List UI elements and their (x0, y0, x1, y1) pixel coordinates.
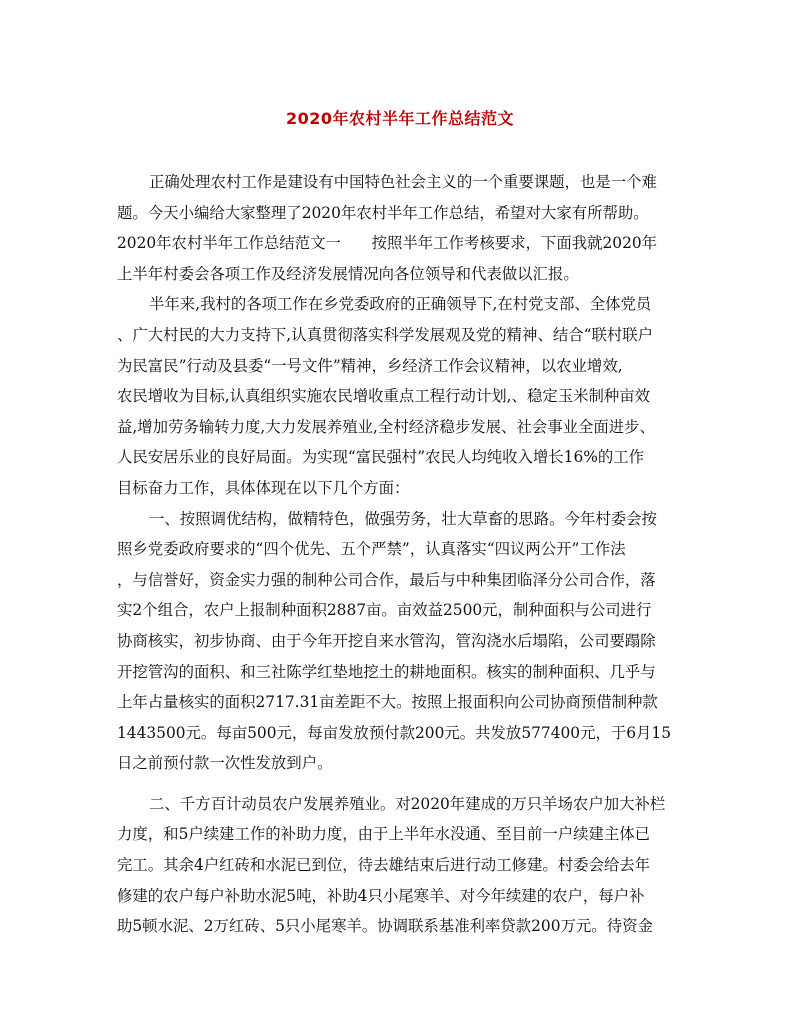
paragraph-2-line-2: 、广大村民的大力支持下,认真贯彻落实科学发展观及党的精神、结合“联村联户 (117, 325, 654, 344)
paragraph-4-line-3: 完工。其余4户红砖和水泥已到位，待去雄结束后进行动工修建。村委会给去年 (117, 856, 651, 875)
paragraph-4-line-1: 二、千方百计动员农户发展养殖业。对2020年建成的万只羊场农户加大补栏 (149, 794, 666, 813)
paragraph-4-line-2: 力度，和5户续建工作的补助力度，由于上半年水没通、至目前一户续建主体已 (117, 825, 651, 844)
paragraph-1-line-3: 2020年农村半年工作总结范文一 按照半年工作考核要求，下面我就2020年 (117, 234, 658, 253)
paragraph-3-line-5: 协商核实，初步协商、由于今年开挖自来水管沟，管沟浇水后塌陷，公司要蹋除 (117, 631, 656, 650)
paragraph-3-line-3: ，与信誉好，资金实力强的制种公司合作，最后与中种集团临泽分公司合作，落 (117, 570, 656, 589)
document-title: 2020年农村半年工作总结范文 (285, 109, 515, 128)
paragraph-3-line-6: 开挖管沟的面积、和三社陈学红垫地挖土的耕地面积。核实的制种面积、几乎与 (117, 662, 656, 681)
paragraph-2-line-5: 益,增加劳务输转力度,大力发展养殖业,全村经济稳步发展、社会事业全面进步、 (117, 417, 655, 436)
paragraph-1-line-1: 正确处理农村工作是建设有中国特色社会主义的一个重要课题，也是一个难 (149, 173, 657, 191)
paragraph-gap (117, 779, 682, 789)
paragraph-3-line-9: 日之前预付款一次性发放到户。 (117, 754, 333, 773)
paragraph-3-line-8: 1443500元。每亩500元，每亩发放预付款200元。共发放577400元，于6月15 (117, 723, 672, 742)
paragraph-4-line-4: 修建的农户每户补助水泥5吨，补助4只小尾寒羊、对今年续建的农户，每户补 (117, 886, 645, 905)
paragraph-3-line-7: 上年占量核实的面积2717.31亩差距不大。按照上报面积向公司协商预借制种款 (117, 693, 658, 712)
paragraph-4-line-5: 助5顿水泥、2万红砖、5只小尾寒羊。协调联系基准利率贷款200万元。待资金 (117, 917, 653, 936)
paragraph-3-line-4: 实2个组合，农户上报制种面积2887亩。亩效益2500元，制种面积与公司进行 (117, 601, 652, 620)
paragraph-1-line-2: 题。今天小编给大家整理了2020年农村半年工作总结，希望对大家有所帮助。 (117, 203, 649, 222)
paragraph-2-line-7: 目标奋力工作，具体体现在以下几个方面： (117, 478, 410, 497)
paragraph-2-line-3: 为民富民”行动及县委“一号文件”精神，乡经济工作会议精神，以农业增效, (117, 356, 623, 375)
paragraph-2-line-6: 人民安居乐业的良好局面。为实现“富民强村”农民人均纯收入增长16%的工作 (117, 448, 645, 467)
paragraph-2-line-1: 半年来,我村的各项工作在乡党委政府的正确领导下,在村党支部、全体党员 (149, 295, 652, 314)
paragraph-3-line-1: 一、按照调优结构，做精特色，做强劳务，壮大草畜的思路。今年村委会按 (149, 509, 657, 528)
paragraph-3-line-2: 照乡党委政府要求的“四个优先、五个严禁”，认真落实“四议两公开”工作法 (117, 540, 626, 559)
paragraph-1-line-4: 上半年村委会各项工作及经济发展情况向各位领导和代表做以汇报。 (117, 264, 579, 283)
document-body (117, 167, 682, 942)
paragraph-2-line-4: 农民增收为目标,认真组织实施农民增收重点工程行动计划,、稳定玉米制种亩效 (117, 387, 651, 406)
